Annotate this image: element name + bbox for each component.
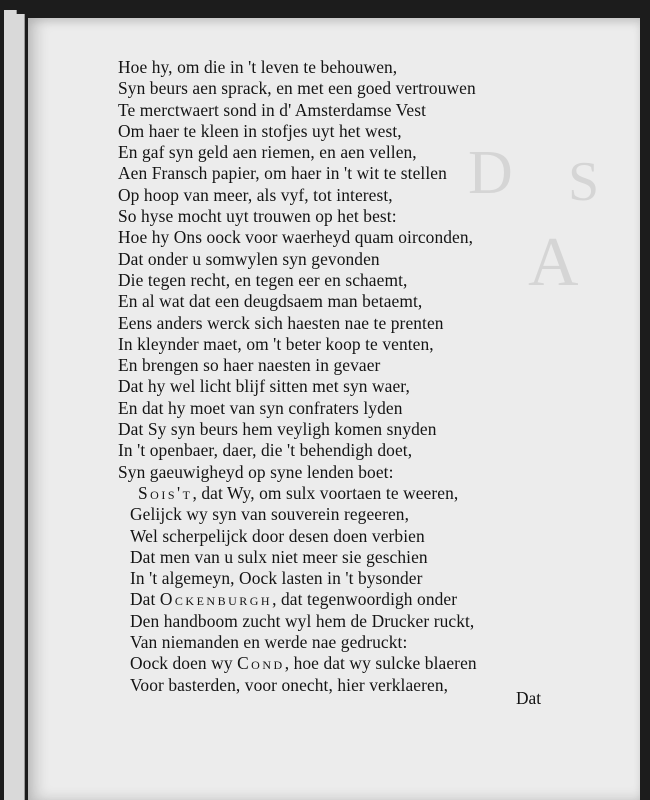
show-through-letter: S: [568, 151, 600, 213]
verse-text-run: En al wat dat een deugdsaem man betaemt,: [118, 291, 423, 312]
verse-text-run: Eens anders werck sich haesten nae te prenten: [118, 312, 444, 333]
verse-line: [118, 376, 588, 397]
verse-line: [118, 547, 588, 568]
verse-text: [118, 57, 588, 696]
small-caps-word: Ockenburgh: [159, 589, 273, 610]
show-through-letter: D: [468, 139, 513, 207]
verse-line: [118, 462, 588, 483]
verse-text-run: In 't algemeyn, Oock lasten in 't bysonder: [130, 568, 423, 589]
verse-text-run: Oock doen wy: [130, 653, 238, 674]
verse-text-run: Gelijck wy syn van souverein regeeren,: [130, 504, 410, 525]
verse-text-run: Syn beurs aen sprack, en met een goed vertrouwen: [118, 78, 476, 99]
verse-line: [118, 334, 588, 355]
small-caps-word: Cond: [237, 653, 285, 674]
show-through-letter: A: [528, 224, 579, 301]
verse-text-run: Te merctwaert sond in d' Amsterdamse Vest: [118, 99, 427, 120]
verse-text-run: , dat Wy, om sulx voortaen te weeren,: [192, 482, 459, 503]
verse-line: [118, 57, 588, 78]
verse-text-run: Dat hy wel licht blijf sitten met syn waer,: [118, 376, 410, 397]
verse-text-run: En brengen so haer naesten in gevaer: [118, 355, 381, 376]
verse-text-run: In 't openbaer, daer, die 't behendigh doet,: [118, 440, 413, 461]
verse-text-run: Voor basterden, voor onecht, hier verklaeren,: [130, 674, 449, 695]
verse-line: [118, 611, 588, 632]
verse-text-run: Dat onder u somwylen syn gevonden: [118, 248, 380, 269]
verse-text-run: En gaf syn geld aen riemen, en aen vellen,: [118, 142, 417, 163]
verse-text-run: Op hoop van meer, als vyf, tot interest,: [118, 184, 393, 205]
verse-line: [118, 398, 588, 419]
page-edge: [14, 14, 25, 800]
verse-line: [118, 313, 588, 334]
verse-line: [118, 270, 588, 291]
verse-line: [118, 653, 588, 674]
verse-line: [118, 589, 588, 610]
verse-text-run: Den handboom zucht wyl hem de Drucker ruckt,: [130, 610, 475, 631]
verse-text-run: Syn gaeuwigheyd op syne lenden boet:: [118, 461, 394, 482]
verse-text-run: So hyse mocht uyt trouwen op het best:: [118, 206, 397, 227]
catchword: Dat: [516, 688, 542, 708]
verse-text-run: Aen Fransch papier, om haer in 't wit te stellen: [118, 163, 447, 184]
verse-text-run: Dat Sy syn beurs hem veyligh komen snyden: [118, 419, 437, 440]
verse-line: [118, 78, 588, 99]
verse-line: [118, 206, 588, 227]
verse-text-run: Hoe hy, om die in 't leven te behouwen,: [118, 57, 398, 77]
verse-text-run: En dat hy moet van syn confraters lyden: [118, 397, 403, 418]
verse-line: [118, 568, 588, 589]
verse-text-run: Die tegen recht, en tegen eer en schaemt,: [118, 269, 408, 290]
verse-line: [118, 121, 588, 142]
verse-line: [118, 291, 588, 312]
verse-text-run: Dat men van u sulx niet meer sie geschien: [130, 546, 428, 567]
verse-line: [118, 504, 588, 525]
verse-line: [118, 355, 588, 376]
small-caps-word: Sois't: [138, 482, 193, 503]
verse-line: [118, 632, 588, 653]
verse-line: [118, 100, 588, 121]
verse-line: [118, 163, 588, 184]
verse-text-run: Om haer te kleen in stofjes uyt het west,: [118, 120, 402, 141]
verse-line: [118, 142, 588, 163]
verse-text-run: In kleynder maet, om 't beter koop te venten,: [118, 333, 434, 354]
verse-text-run: , dat tegenwoordigh onder: [272, 589, 458, 610]
verse-text-run: Hoe hy Ons oock voor waerheyd quam oirconden,: [118, 227, 474, 248]
verse-line: [118, 249, 588, 270]
verse-line: [118, 483, 588, 504]
verse-line: [118, 227, 588, 248]
verse-text-run: , hoe dat wy sulcke blaeren: [284, 653, 477, 674]
verse-line: [118, 440, 588, 461]
verse-line: [118, 526, 588, 547]
verse-line: [118, 419, 588, 440]
verse-text-run: Wel scherpelijck door desen doen verbien: [130, 525, 425, 546]
verse-text-run: Dat: [130, 589, 160, 610]
verse-line: [118, 185, 588, 206]
verse-text-run: Van niemanden en werde nae gedruckt:: [130, 632, 408, 653]
